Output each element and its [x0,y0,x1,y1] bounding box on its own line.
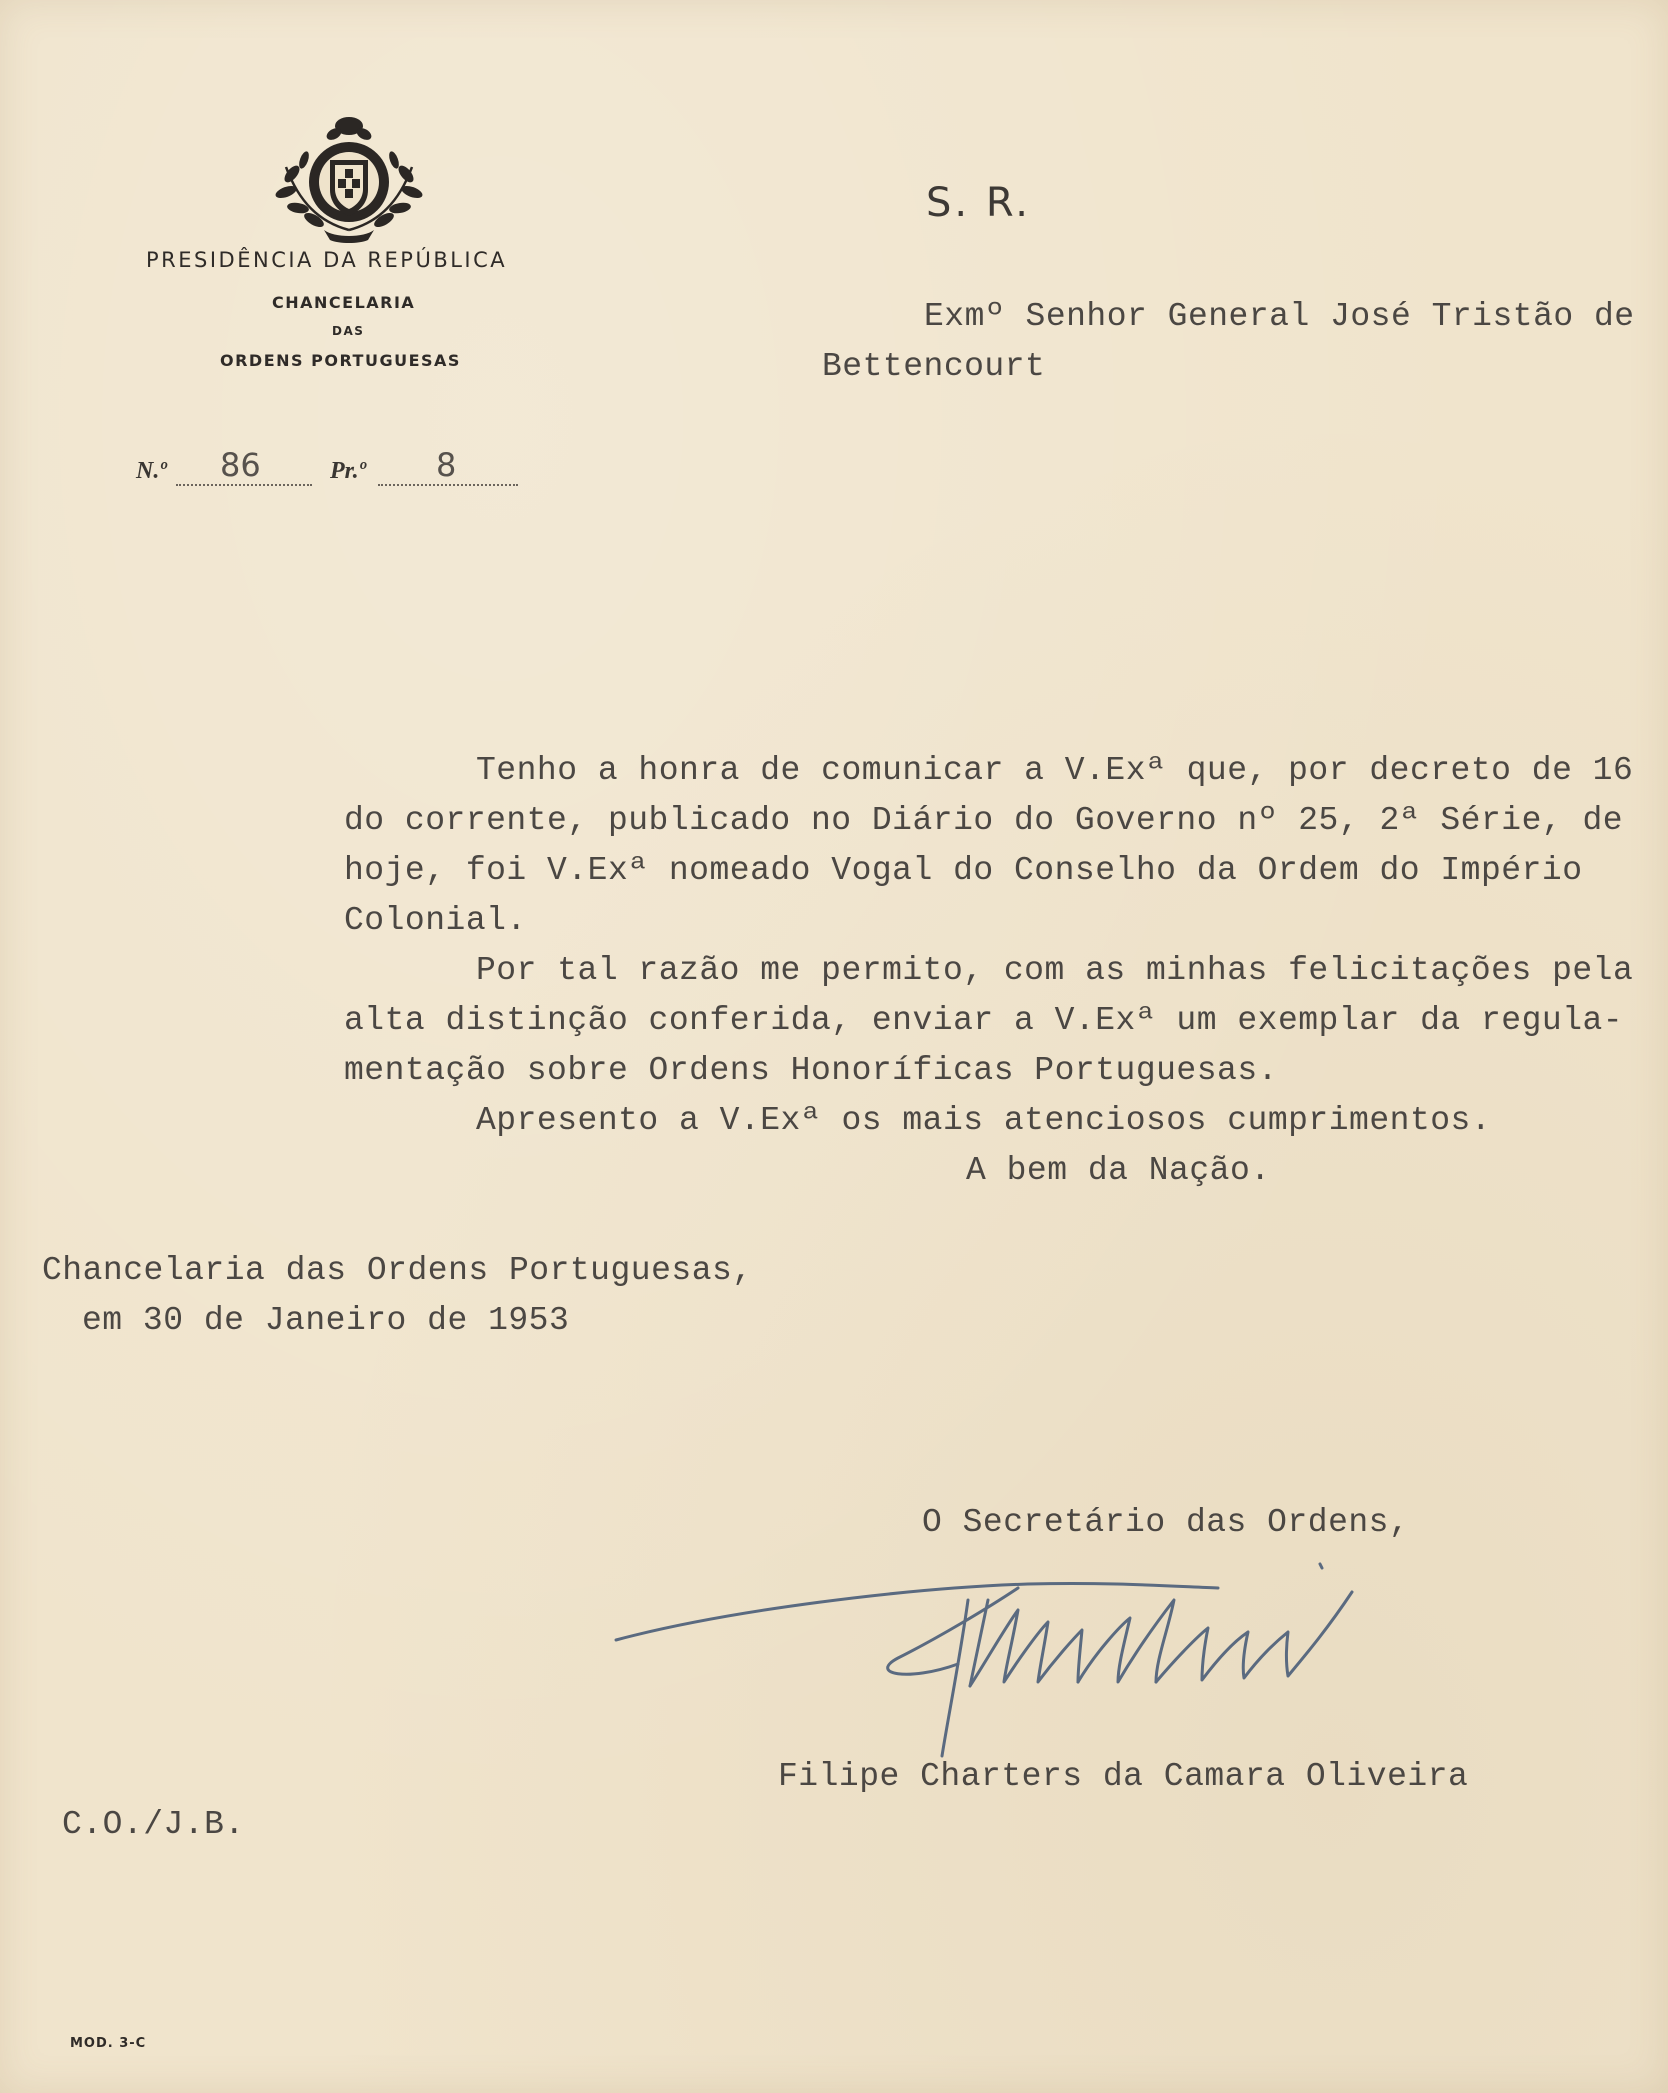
number-dotted-line [176,484,312,486]
department-line-1: CHANCELARIA [272,293,416,312]
addressee-line-2: Bettencourt [822,348,1046,385]
body-p1-line-4: Colonial. [344,902,527,939]
signature-icon [608,1548,1508,1768]
place-line: Chancelaria das Ordens Portuguesas, [42,1252,753,1289]
number-label: N.º [136,458,167,484]
number-value: 86 [220,446,261,484]
body-p2-line-2: alta distinção conferida, enviar a V.Exª um exemplar da regula- [344,1002,1624,1039]
closing-formula: A bem da Nação. [966,1152,1271,1189]
addressee-line-1: Exmº Senhor General José Tristão de [924,298,1635,335]
process-dotted-line [378,484,518,486]
typist-initials: C.O./J.B. [62,1806,245,1843]
signatory-name: Filipe Charters da Camara Oliveira [778,1758,1469,1795]
date-line: em 30 de Janeiro de 1953 [82,1302,570,1339]
process-label: Pr.º [330,458,366,484]
signatory-title: O Secretário das Ordens, [922,1504,1410,1541]
coat-of-arms-icon [264,112,434,247]
body-p3-line-1: Apresento a V.Exª os mais atenciosos cumprimentos. [476,1102,1492,1139]
body-p1-line-1: Tenho a honra de comunicar a V.Exª que, por decreto de 16 [476,752,1634,789]
institution-name: PRESIDÊNCIA DA REPÚBLICA [146,248,508,272]
process-value: 8 [436,446,457,484]
department-line-3: ORDENS PORTUGUESAS [220,351,461,370]
header-mark: S. R. [926,180,1031,226]
body-p1-line-3: hoje, foi V.Exª nomeado Vogal do Conselho da Ordem do Império [344,852,1583,889]
form-code: MOD. 3-C [70,2036,147,2051]
body-p2-line-3: mentação sobre Ordens Honoríficas Portuguesas. [344,1052,1278,1089]
body-p1-line-2: do corrente, publicado no Diário do Governo nº 25, 2ª Série, de [344,802,1624,839]
body-p2-line-1: Por tal razão me permito, com as minhas felicitações pela [476,952,1634,989]
department-line-2: DAS [332,324,365,338]
